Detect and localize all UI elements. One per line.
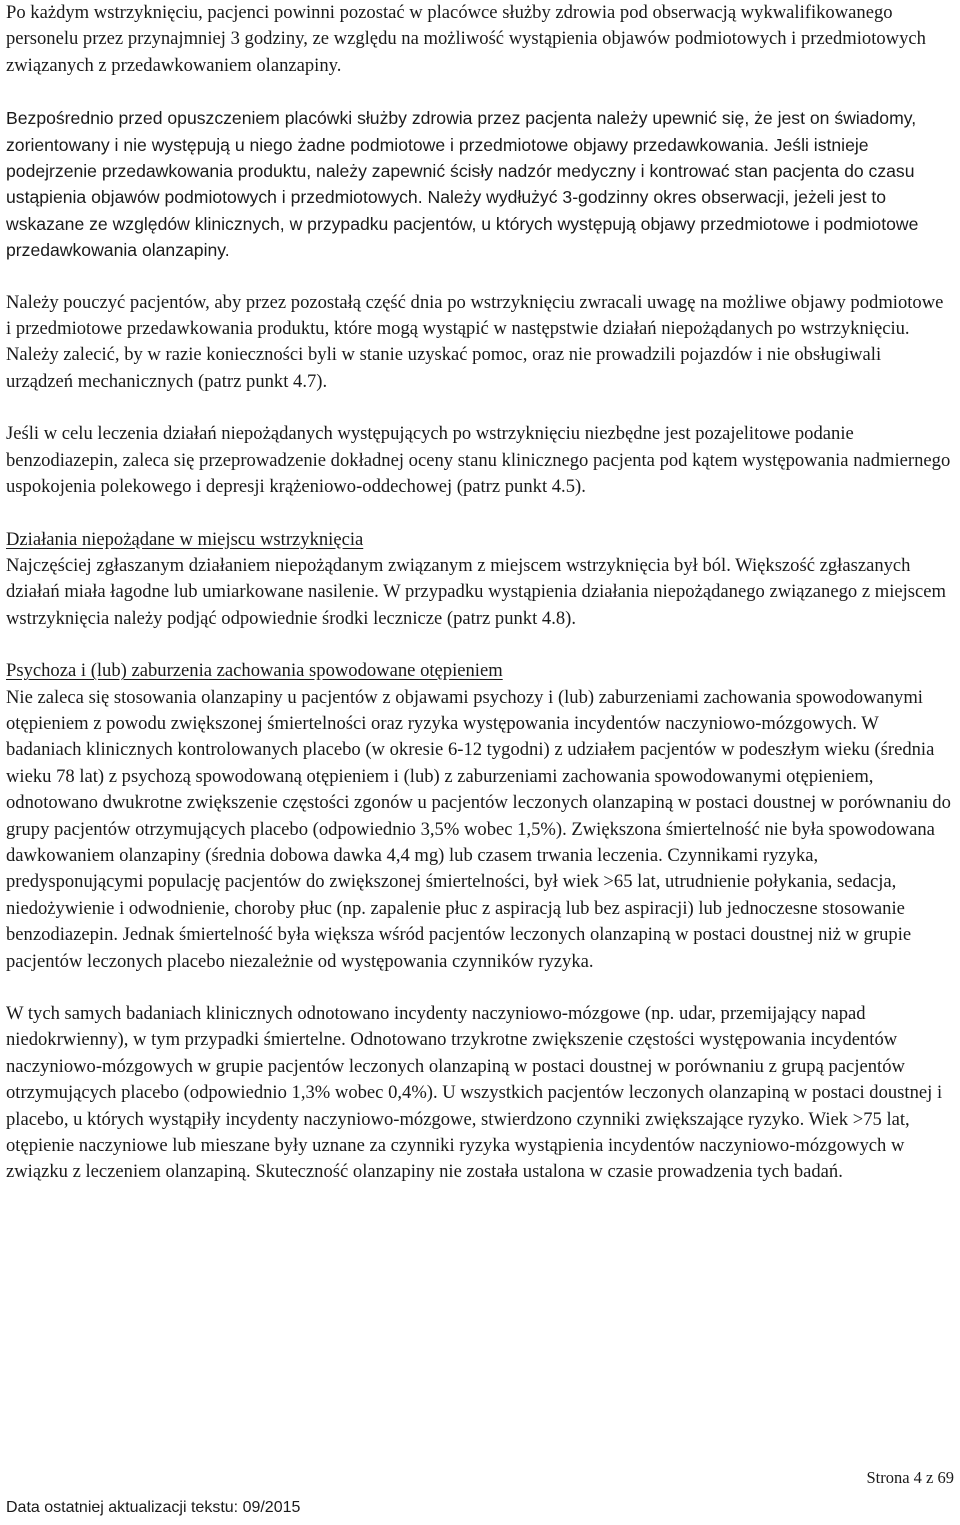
heading-dementia-psychosis: Psychoza i (lub) zaburzenia zachowania spowodowane otępieniem	[6, 660, 503, 682]
document-page	[6, 0, 952, 1186]
paragraph-patient-instructions: Należy pouczyć pacjentów, aby przez pozostałą część dnia po wstrzyknięciu zwracali uwagę na możliwe objawy podmiotowe i przedmiotowe przedawkowania produktu, które mogą wystąpić w następstwie działań niepożądanych po wstrzyknięciu. Należy zalecić, by w razie konieczności byli w stanie uzyskać pomoc, oraz nie prowadzili pojazdów i nie obsługiwali urządzeń mechanicznych (patrz punkt 4.7).	[6, 291, 944, 392]
paragraph-cerebrovascular: W tych samych badaniach klinicznych odnotowano incydenty naczyniowo-mózgowe (np. udar, przemijający napad niedokrwienny), w tym przypadki śmiertelne. Odnotowano trzykrotne zwiększenie częstości występowania incydentów naczyniowo-mózgowych w grupie pacjentów leczonych olanzapiną w postaci doustnej w porównaniu z grupą pacjentów otrzymujących placebo (odpowiednio 1,3% wobec 0,4%). U wszystkich pacjentów leczonych olanzapiną w postaci doustnej i placebo, u których wystąpiły incydenty naczyniowo-mózgowe, stwierdzono czynniki zwiększające ryzyko. Wiek >75 lat, otępienie naczyniowe lub mieszane były uznane za czynniki ryzyka wystąpienia incydentów naczyniowo-mózgowych w związku z leczeniem olanzapiną. Skuteczność olanzapiny nie została ustalona w czasie prowadzenia tych badań.	[6, 1003, 943, 1183]
paragraph-observation: Po każdym wstrzyknięciu, pacjenci powinni pozostać w placówce służby zdrowia pod obserwacją wykwalifikowanego personelu przez przynajmniej 3 godziny, ze względu na możliwość wystąpienia objawów podmiotowych i przedmiotowych związanych z przedawkowaniem olanzapiny.	[6, 2, 926, 76]
heading-injection-site: Działania niepożądane w miejscu wstrzyknięcia	[6, 528, 364, 550]
page-number: Strona 4 z 69	[866, 1468, 954, 1487]
paragraph-injection-site: Najczęściej zgłaszanym działaniem niepożądanym związanym z miejscem wstrzyknięcia był ból. Większość zgłaszanych działań miała łagodne lub umiarkowane nasilenie. W przypadku wystąpienia działania niepożądanego związanego z miejscem wstrzyknięcia należy podjąć odpowiednie środki lecznicze (patrz punkt 4.8).	[6, 554, 946, 629]
last-update-date: Data ostatniej aktualizacji tekstu: 09/2015	[6, 1499, 301, 1516]
paragraph-before-leaving: Bezpośrednio przed opuszczeniem placówki służby zdrowia przez pacjenta należy upewnić się, że jest on świadomy, zorientowany i nie występują u niego żadne podmiotowe i przedmiotowe objawy przedawkowania. Jeśli istnieje podejrzenie przedawkowania produktu, należy zapewnić ścisły nadzór medyczny i kontrować stan pacjenta do czasu ustąpienia objawów podmiotowych i przedmiotowych. Należy wydłużyć 3-godzinny okres obserwacji, jeżeli jest to wskazane ze względów klinicznych, w przypadku pacjentów, u których występują objawy przedmiotowe i podmiotowe przedawkowania olanzapiny.	[6, 108, 919, 261]
paragraph-benzodiazepines: Jeśli w celu leczenia działań niepożądanych występujących po wstrzyknięciu niezbędne jest pozajelitowe podanie benzodiazepin, zaleca się przeprowadzenie dokładnej oceny stanu klinicznego pacjenta pod kątem występowania nadmiernego uspokojenia polekowego i depresji krążeniowo-oddechowej (patrz punkt 4.5).	[6, 423, 951, 498]
paragraph-dementia-mortality: Nie zaleca się stosowania olanzapiny u pacjentów z objawami psychozy i (lub) zaburzeniami zachowania spowodowanymi otępieniem z powodu zwiększonej śmiertelności oraz ryzyka występowania incydentów naczyniowo-mózgowych. W badaniach klinicznych kontrolowanych placebo (w okresie 6-12 tygodni) z udziałem pacjentów w podeszłym wieku (średnia wieku 78 lat) z psychozą spowodowaną otępieniem i (lub) z zaburzeniami zachowania spowodowanymi otępieniem, odnotowano dwukrotne zwiększenie częstości zgonów u pacjentów leczonych olanzapiną w postaci doustnej w porównaniu do grupy pacjentów otrzymujących placebo (odpowiednio 3,5% wobec 1,5%). Zwiększona śmiertelność nie była spowodowana dawkowaniem olanzapiny (średnia dobowa dawka 4,4 mg) lub czasem trwania leczenia. Czynnikami ryzyka, predysponującymi populację pacjentów do zwiększonej śmiertelności, był wiek >65 lat, utrudnienie połykania, sedacja, niedożywienie i odwodnienie, choroby płuc (np. zapalenie płuc z aspiracją lub bez aspiracji) lub jednoczesne stosowanie benzodiazepin. Jednak śmiertelność była większa wśród pacjentów leczonych olanzapiną w postaci doustnej niż w grupie pacjentów leczonych placebo niezależnie od występowania czynników ryzyka.	[6, 686, 951, 972]
